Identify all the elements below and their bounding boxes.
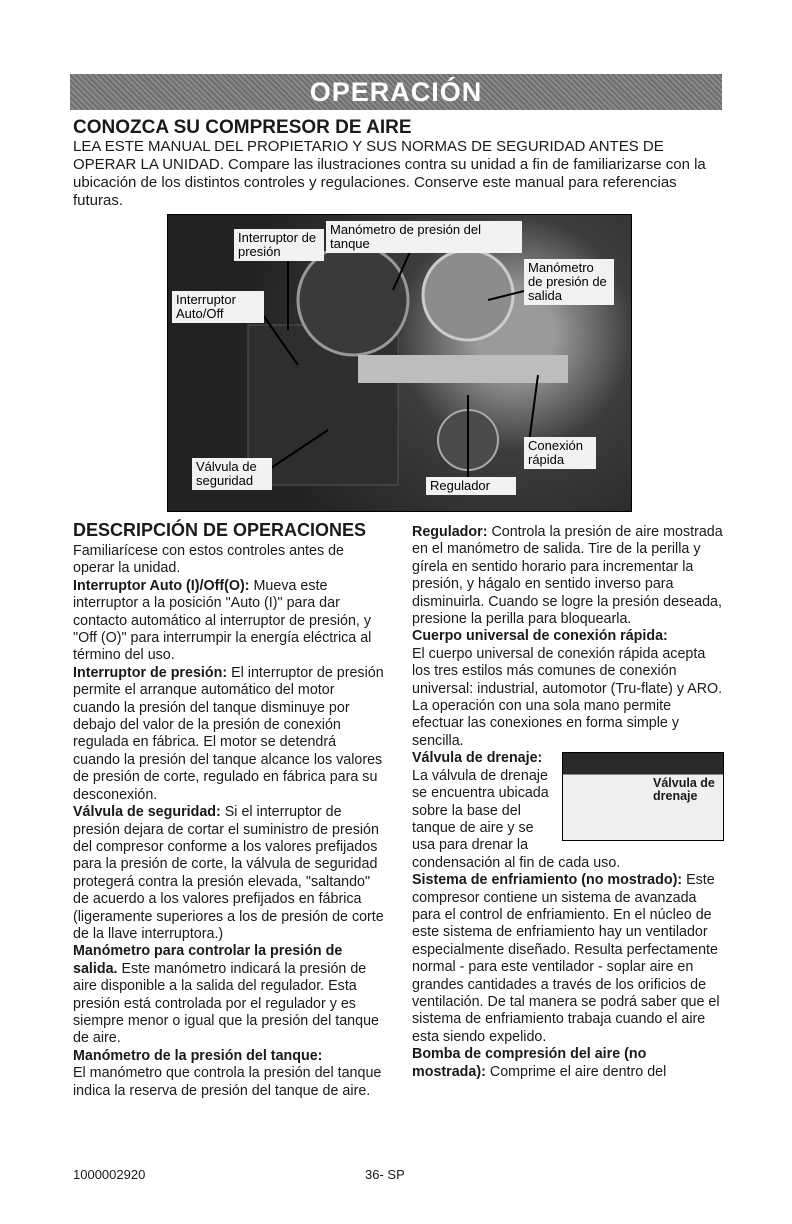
cooling-title: Sistema de enfriamiento (no mostrado): xyxy=(412,872,683,889)
regulator-item xyxy=(412,524,724,628)
label-pressure-switch: Interruptor de presión xyxy=(234,229,324,261)
label-safety-valve: Válvula de seguridad xyxy=(192,458,272,490)
outlet-gauge-item xyxy=(73,943,385,1047)
pump-title: Bomba de compresión del aire (no mostrada): xyxy=(412,1046,647,1080)
cooling-item xyxy=(412,872,724,1046)
page-number: 36- SP xyxy=(365,1167,405,1182)
page-heading: CONOZCA SU COMPRESOR DE AIRE xyxy=(73,117,412,138)
label-outlet-gauge: Manómetro de presión de salida xyxy=(524,259,614,305)
document-code: 1000002920 xyxy=(73,1167,146,1182)
outlet-gauge-title: Manómetro para controlar la presión de salida. xyxy=(73,943,343,977)
tank-gauge-item xyxy=(73,1048,385,1100)
drain-valve-title: Válvula de drenaje: xyxy=(412,750,543,767)
safety-valve-text: Si el interruptor de presión dejara de cortar el suministro de presión del compresor conforme a los valores prefijados para la presión de corte, la válvula de seguridad protegerá contra la presión elevada, "saltando" de acuerdo a los valores prefijados en fábrica (ligeramente superiores a los de presión de corte de la llave interruptora.) xyxy=(73,804,384,942)
pressure-switch-title: Interruptor de presión: xyxy=(73,664,228,681)
intro-paragraph: LEA ESTE MANUAL DEL PROPIETARIO Y SUS NORMAS DE SEGURIDAD ANTES DE OPERAR LA UNIDAD. Compare las ilustraciones contra su unidad a fin de familiarizarse con la ubicación de los distintos controles y regulaciones. Conserve este manual para referencias futuras. xyxy=(73,138,706,209)
drain-valve-photo xyxy=(562,752,724,841)
quick-connect-text: El cuerpo universal de conexión rápida acepta los tres estilos más comunes de conexión universal: industrial, automotor (Tru-flate) y ARO. La operación con una sola mano permite efectuar las conexiones en forma simple y sencilla. xyxy=(412,645,723,749)
regulator-text: Controla la presión de aire mostrada en el manómetro de salida. Tire de la perilla y gírela en sentido horario para incrementar la presión, y hágalo en sentido inverso para disminuirla. Cuando se logre la presión deseada, presione la perilla para bloquearla. xyxy=(412,524,723,628)
quick-connect-title: Cuerpo universal de conexión rápida: xyxy=(412,628,668,645)
safety-valve-item xyxy=(73,804,385,943)
auto-off-text: Mueva este interruptor a la posición "Auto (I)" para dar contacto automático al interruptor de presión, y "Off (O)" para interrumpir la energía eléctrica al término del uso. xyxy=(73,577,372,664)
auto-off-title: Interruptor Auto (I)/Off(O): xyxy=(73,577,250,594)
drain-valve-item xyxy=(412,750,724,872)
pump-item xyxy=(412,1046,724,1081)
label-regulator: Regulador xyxy=(426,477,516,495)
cooling-text: Este compresor contiene un sistema de avanzada para el control de enfriamiento. En el núcleo de este sistema de enfriamiento hay un ventilador especialmente diseñado. Resulta perfectamente normal - para este ventilador - soplar aire en grandes cantidades a través de los orificios de ventilación. De tal manera se podrá saber que el sistema de enfriamiento trabaja cuando el aire esta siendo expelido. xyxy=(412,872,720,1045)
banner-title: OPERACIÓN xyxy=(309,76,483,107)
label-auto-off: Interruptor Auto/Off xyxy=(172,291,264,323)
outlet-gauge-text: Este manómetro indicará la presión de aire disponible a la salida del regulador. Esta presión está controlada por el regulador y es siempre menor o igual que la presión del tanque de aire. xyxy=(73,960,379,1047)
tank-gauge-text: El manómetro que controla la presión del tanque indica la reserva de presión del tanque de aire. xyxy=(73,1065,382,1099)
label-tank-gauge: Manómetro de presión del tanque xyxy=(326,221,522,253)
tank-gauge-title: Manómetro de la presión del tanque: xyxy=(73,1047,323,1064)
drain-valve-text: La válvula de drenaje se encuentra ubicada sobre la base del tanque de aire y se usa para drenar la condensación al fin de cada uso. xyxy=(412,767,621,871)
pump-text: Comprime el aire dentro del xyxy=(485,1063,667,1080)
right-column xyxy=(412,524,724,1081)
section-banner xyxy=(70,74,722,110)
regulator-title: Regulador: xyxy=(412,524,488,540)
drain-valve-photo-label: Válvula de drenaje xyxy=(653,776,715,804)
pressure-switch-item xyxy=(73,665,385,804)
label-quick-connect: Conexión rápida xyxy=(524,437,596,469)
safety-valve-title: Válvula de seguridad: xyxy=(73,804,221,821)
auto-off-item xyxy=(73,578,385,665)
pressure-switch-text: El interruptor de presión permite el arranque automático del motor cuando la presión del tanque disminuye por debajo del valor de la presión de conexión regulada en fábrica. El motor se detendrá cuando la presión del tanque alcance los valores de presión de corte, regulado en fábrica para su desconexión. xyxy=(73,664,384,803)
compressor-photo xyxy=(167,214,632,512)
section-heading: DESCRIPCIÓN DE OPERACIONES xyxy=(73,520,367,540)
controls-intro: Familiarícese con estos controles antes de operar la unidad. xyxy=(73,543,344,577)
left-column xyxy=(73,543,385,1100)
quick-connect-item xyxy=(412,628,724,750)
